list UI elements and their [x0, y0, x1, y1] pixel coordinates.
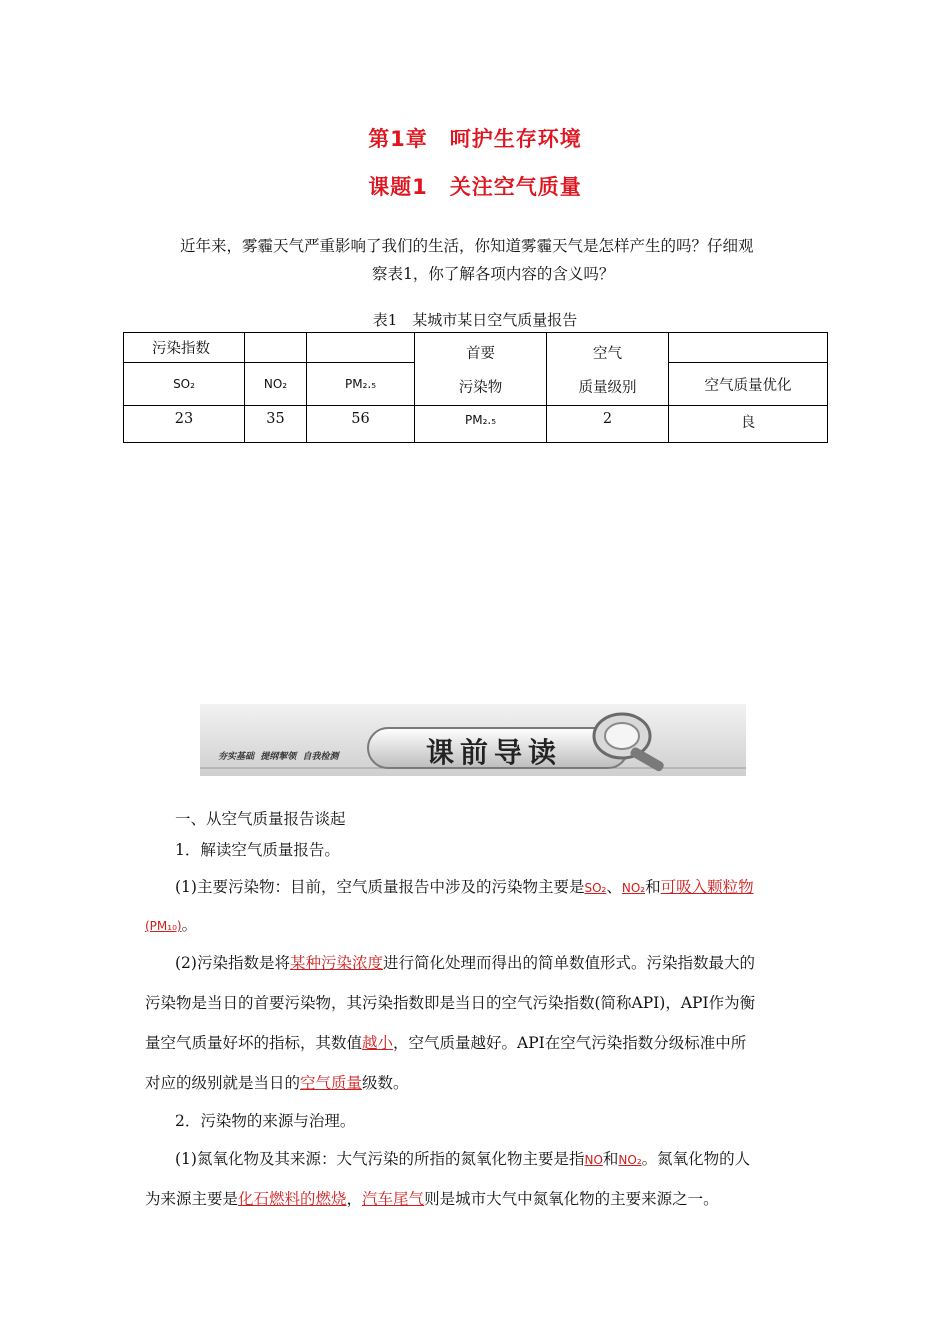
header-quality-optimization: 空气质量优化 [669, 363, 828, 406]
banner-slogan: 夯实基础 提纲挈领 自我检测 [218, 752, 339, 762]
answer-fossil-fuel: 化石燃料的燃烧 [238, 1190, 347, 1208]
header-pollution-index: 污染指数 [124, 333, 245, 363]
cell-pm25: 56 [307, 406, 415, 443]
table-caption: 表1 某城市某日空气质量报告 [372, 311, 578, 329]
cell-primary-pollutant: PM₂.₅ [415, 406, 547, 443]
header-quality-level: 空气 质量级别 [547, 333, 669, 406]
paragraph-2-line-1: (2)污染指数是将某种污染浓度进行简化处理而得出的简单数值形式。污染指数最大的 [175, 954, 755, 972]
answer-no2: NO₂ [621, 881, 646, 895]
cell-so2: 23 [124, 406, 245, 443]
paragraph-1-line-2: (PM₁₀)。 [145, 916, 198, 934]
header-blank [245, 333, 307, 363]
section-banner [200, 700, 746, 778]
answer-smaller: 越小 [362, 1034, 394, 1052]
cell-no2: 35 [245, 406, 307, 443]
paragraph-3-line-1: (1)氮氧化物及其来源：大气污染的所指的氮氧化物主要是指NO和NO₂。氮氧化物的人 [175, 1150, 751, 1168]
banner-title: 课前导读 [426, 736, 563, 769]
answer-no2-source: NO₂ [618, 1153, 642, 1167]
intro-line-2: 察表1，你了解各项内容的含义吗？ [372, 265, 615, 283]
lesson-title: 课题1 关注空气质量 [368, 175, 582, 199]
paragraph-2-line-4: 对应的级别就是当日的空气质量级数。 [145, 1074, 409, 1092]
header-pm25: PM₂.₅ [307, 363, 415, 406]
header-blank [669, 333, 828, 363]
answer-pm10: (PM₁₀) [145, 919, 182, 933]
cell-quality: 良 [669, 406, 828, 443]
cell-quality-level: 2 [547, 406, 669, 443]
air-quality-table [123, 332, 828, 443]
answer-exhaust: 汽车尾气 [362, 1190, 425, 1208]
paragraph-2-line-3: 量空气质量好坏的指标，其数值越小，空气质量越好。API在空气污染指数分级标准中所 [145, 1034, 747, 1052]
chapter-title: 第1章 呵护生存环境 [368, 127, 582, 151]
answer-no: NO [584, 1153, 603, 1167]
answer-so2: SO₂ [584, 881, 607, 895]
answer-pm: 可吸入颗粒物 [660, 878, 754, 896]
header-blank [307, 333, 415, 363]
paragraph-2-line-2: 污染物是当日的首要污染物，其污染指数即是当日的空气污染指数(简称API)，API作为衡 [145, 994, 756, 1012]
item-2: 2．污染物的来源与治理。 [175, 1112, 356, 1130]
header-so2: SO₂ [124, 363, 245, 406]
section-heading: 一、从空气质量报告谈起 [175, 810, 346, 828]
header-primary-pollutant: 首要 污染物 [415, 333, 547, 406]
answer-concentration: 某种污染浓度 [289, 954, 383, 972]
answer-air-quality: 空气质量 [300, 1074, 363, 1092]
intro-line-1: 近年来，雾霾天气严重影响了我们的生活，你知道雾霾天气是怎样产生的吗？仔细观 [180, 237, 754, 255]
paragraph-3-line-2: 为来源主要是化石燃料的燃烧，汽车尾气则是城市大气中氮氧化物的主要来源之一。 [145, 1190, 719, 1208]
header-no2: NO₂ [245, 363, 307, 406]
paragraph-1-line-1: (1)主要污染物：目前，空气质量报告中涉及的污染物主要是SO₂、NO₂和可吸入颗粒物 [175, 878, 754, 896]
item-1: 1．解读空气质量报告。 [175, 841, 340, 859]
table-row [124, 406, 828, 443]
